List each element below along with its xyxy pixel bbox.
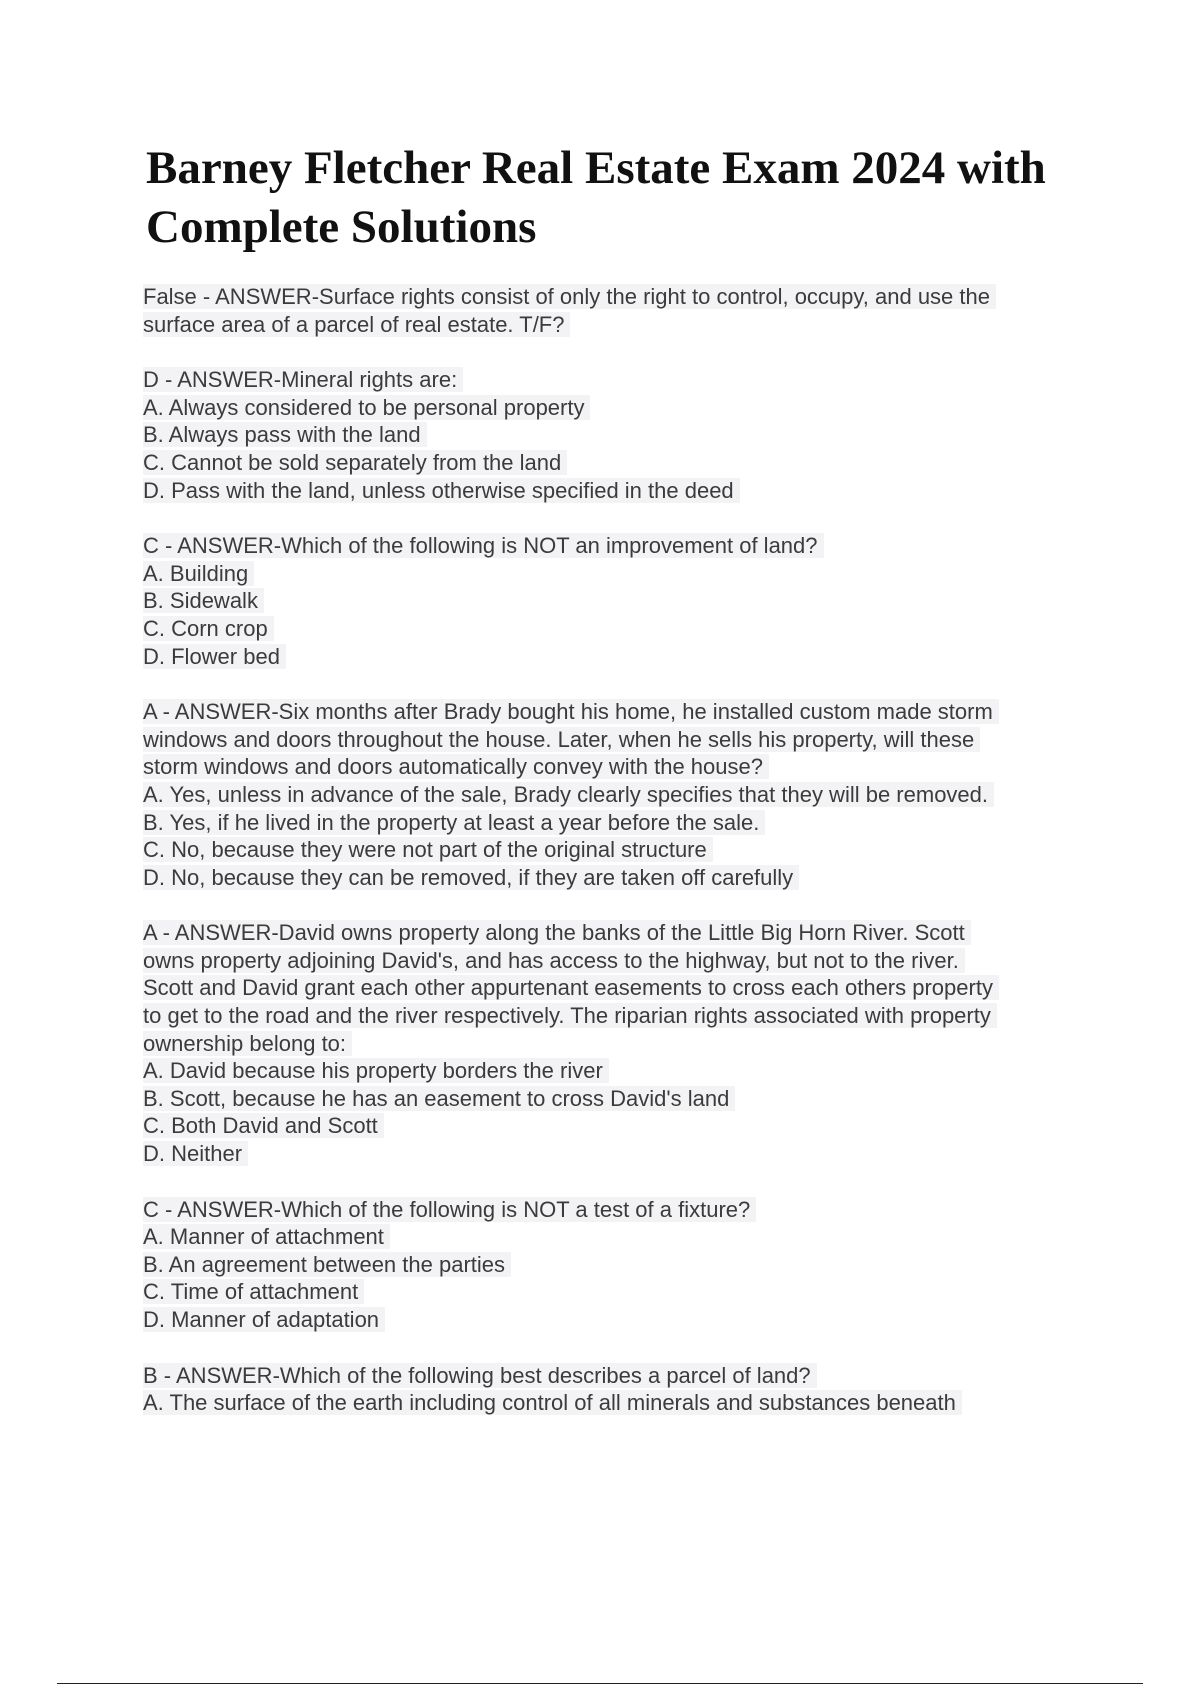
option-line [143, 1002, 1143, 1030]
question-line [143, 283, 1143, 311]
line-text: D. Flower bed [143, 644, 286, 669]
line-text: D - ANSWER-Mineral rights are: [143, 367, 463, 392]
qa-item [143, 532, 1143, 670]
line-text: A - ANSWER-David owns property along the banks of the Little Big Horn River. Scott [143, 920, 971, 945]
line-text: B. Sidewalk [143, 588, 264, 613]
title-line: Complete Solutions [146, 201, 537, 253]
line-text: to get to the road and the river respectively. The riparian rights associated with property [143, 1003, 997, 1028]
line-text: B - ANSWER-Which of the following best describes a parcel of land? [143, 1363, 817, 1388]
line-text: B. An agreement between the parties [143, 1252, 511, 1277]
option-line [143, 1085, 1143, 1113]
line-text: windows and doors throughout the house. Later, when he sells his property, will these [143, 727, 980, 752]
line-text: C - ANSWER-Which of the following is NOT a test of a fixture? [143, 1197, 756, 1222]
option-line [143, 753, 1143, 781]
line-text: A. The surface of the earth including control of all minerals and substances beneath [143, 1390, 962, 1415]
option-line [143, 643, 1143, 671]
qa-list [143, 283, 1143, 1445]
option-line [143, 1112, 1143, 1140]
line-text: C. Both David and Scott [143, 1113, 384, 1138]
option-line [143, 864, 1143, 892]
option-line [143, 1030, 1143, 1058]
line-text: storm windows and doors automatically convey with the house? [143, 754, 769, 779]
option-line [143, 1389, 1143, 1417]
option-line [143, 836, 1143, 864]
title-line: Barney Fletcher Real Estate Exam 2024 with [146, 142, 1046, 194]
line-text: A. Always considered to be personal property [143, 395, 590, 420]
line-text: C. Corn crop [143, 616, 274, 641]
line-text: B. Scott, because he has an easement to cross David's land [143, 1086, 735, 1111]
line-text: surface area of a parcel of real estate. T/F? [143, 312, 570, 337]
question-line [143, 698, 1143, 726]
option-line [143, 1278, 1143, 1306]
option-line [143, 1057, 1143, 1085]
question-line [143, 919, 1143, 947]
qa-item [143, 366, 1143, 504]
qa-item [143, 283, 1143, 338]
line-text: D. Neither [143, 1141, 248, 1166]
line-text: False - ANSWER-Surface rights consist of only the right to control, occupy, and use the [143, 284, 996, 309]
option-line [143, 1251, 1143, 1279]
question-line [143, 1196, 1143, 1224]
line-text: C. Cannot be sold separately from the land [143, 450, 567, 475]
qa-item [143, 698, 1143, 891]
line-text: A. Yes, unless in advance of the sale, Brady clearly specifies that they will be removed. [143, 782, 994, 807]
line-text: B. Always pass with the land [143, 422, 427, 447]
document-title [146, 139, 1196, 257]
qa-item [143, 1196, 1143, 1334]
line-text: C - ANSWER-Which of the following is NOT an improvement of land? [143, 533, 824, 558]
option-line [143, 974, 1143, 1002]
option-line [143, 421, 1143, 449]
line-text: B. Yes, if he lived in the property at least a year before the sale. [143, 810, 765, 835]
option-line [143, 947, 1143, 975]
question-line [143, 366, 1143, 394]
line-text: A. Building [143, 561, 254, 586]
question-line [143, 532, 1143, 560]
line-text: A - ANSWER-Six months after Brady bought his home, he installed custom made storm [143, 699, 999, 724]
option-line [143, 449, 1143, 477]
line-text: C. No, because they were not part of the original structure [143, 837, 713, 862]
line-text: D. Pass with the land, unless otherwise specified in the deed [143, 478, 740, 503]
option-line [143, 809, 1143, 837]
option-line [143, 477, 1143, 505]
option-line [143, 1140, 1143, 1168]
line-text: D. Manner of adaptation [143, 1307, 385, 1332]
option-line [143, 615, 1143, 643]
option-line [143, 394, 1143, 422]
footer-divider [57, 1683, 1143, 1684]
line-text: Scott and David grant each other appurtenant easements to cross each others property [143, 975, 999, 1000]
option-line [143, 726, 1143, 754]
option-line [143, 587, 1143, 615]
line-text: A. Manner of attachment [143, 1224, 390, 1249]
option-line [143, 1223, 1143, 1251]
line-text: D. No, because they can be removed, if they are taken off carefully [143, 865, 799, 890]
line-text: owns property adjoining David's, and has access to the highway, but not to the river. [143, 948, 965, 973]
question-line [143, 1362, 1143, 1390]
option-line [143, 781, 1143, 809]
line-text: A. David because his property borders the river [143, 1058, 609, 1083]
qa-item [143, 1362, 1143, 1417]
option-line [143, 1306, 1143, 1334]
option-line [143, 560, 1143, 588]
line-text: ownership belong to: [143, 1031, 352, 1056]
option-line [143, 311, 1143, 339]
line-text: C. Time of attachment [143, 1279, 364, 1304]
qa-item [143, 919, 1143, 1167]
